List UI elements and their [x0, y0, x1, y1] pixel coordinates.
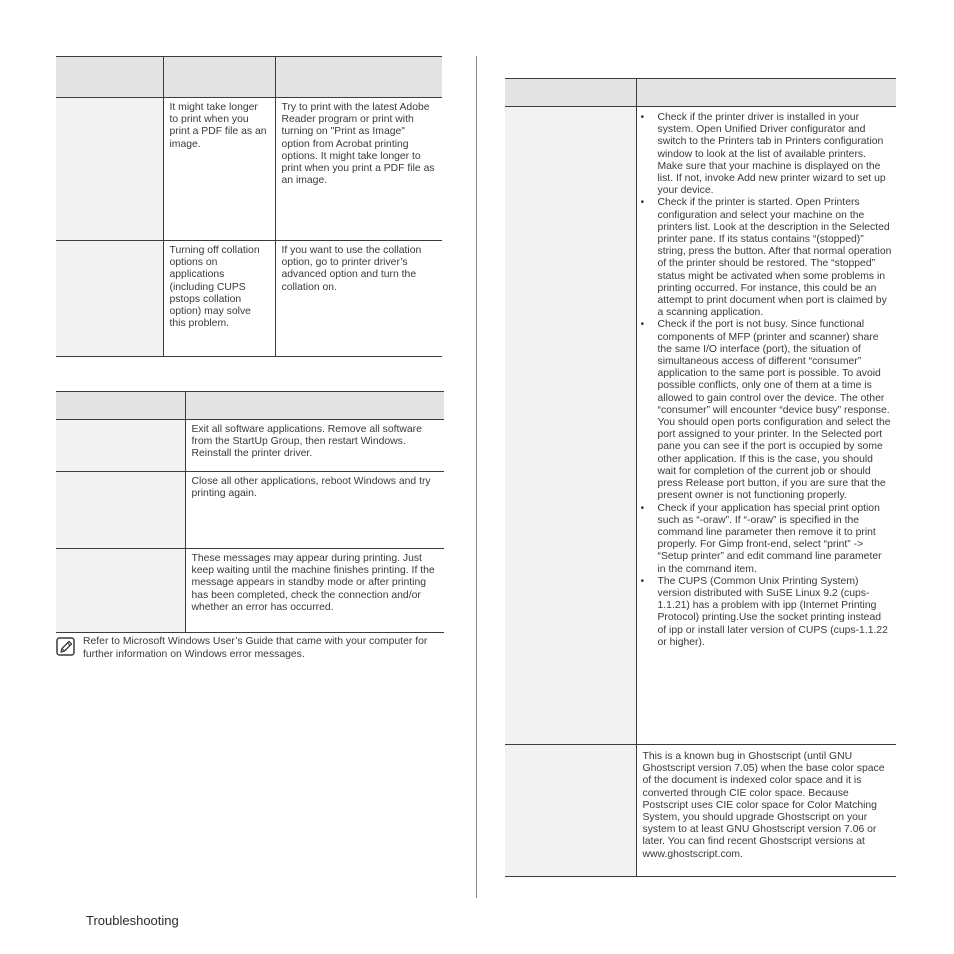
solution-text: These messages may appear during printing. Just keep waiting until the machine finishes printing. If the message appears in standby mode or after printing has been completed, check the connection and/or whether an error has occurred.	[191, 553, 435, 613]
bullet-icon: •	[640, 319, 645, 331]
footer-section-title: Troubleshooting	[86, 913, 179, 928]
table-row	[56, 549, 444, 633]
list-item	[637, 503, 893, 576]
bullet-text: The CUPS (Common Unix Printing System) version distributed with SuSE Linux 9.2 (cups-1.1.21) has a problem with ipp (Internet Printing Protocol) printing.Use the socket printing instead of ipp or install later version of CUPS (cups-1.1.22 or higher).	[657, 575, 888, 648]
cause-text: Turning off collation options on applications (including CUPS pstops collation option) may solve this problem.	[169, 245, 260, 330]
bullet-text: Check if the port is not busy. Since functional components of MFP (printer and scanner) share the same I/O interface (port), the situation of simultaneous access of different “consumer” application to the same port is possible. To avoid possible conflicts, only one of them at a time is allowed to gain control over the device. The other “consumer” will encounter “device busy” response. You should open ports configuration and select the port assigned to your printer. In the Selected port pane you can see if the port is occupied by some other application. If this is the case, you should wait for completion of the current job or should press Release port button, if you are sure that the present owner is not functioning properly.	[657, 319, 891, 502]
list-item	[637, 576, 893, 649]
condition-cell	[56, 472, 185, 549]
solution-bullet-list	[637, 107, 897, 649]
solution-text: If you want to use the collation option, go to printer driver’s advanced option and turn the collation on.	[281, 245, 422, 293]
bullet-icon: •	[640, 197, 645, 209]
bullet-icon: •	[640, 575, 645, 587]
linux-problems-table	[505, 78, 896, 877]
header-cell	[275, 57, 442, 98]
table-row	[56, 420, 444, 472]
condition-cell	[56, 420, 185, 472]
note-pencil-icon	[56, 637, 76, 657]
bullet-icon: •	[640, 112, 645, 123]
cause-text: It might take longer to print when you print a PDF file as an image.	[169, 102, 267, 150]
header-cell	[185, 392, 444, 420]
condition-cell	[505, 745, 636, 877]
table-header-row	[56, 57, 442, 98]
header-cell	[56, 392, 185, 420]
table-header-row	[505, 79, 896, 107]
header-cell	[636, 79, 896, 107]
table-header-row	[56, 392, 444, 420]
windows-problems-table	[56, 391, 444, 633]
bullet-text: Check if the printer is started. Open Printers configuration and select your machine on the printers list. Look at the description in the Selected printer pane. If its status contains “(stopped)” string, press the button. After that normal operation of the printer should be restored. The “stopped” status might be activated when some problems in printing occurred. For instance, this could be an attempt to print document when port is claimed by a scanning application.	[657, 197, 892, 319]
bullet-icon: •	[640, 502, 645, 514]
solution-cell	[185, 420, 444, 472]
solution-text: Exit all software applications. Remove all software from the StartUp Group, then restart Windows. Reinstall the printer driver.	[191, 424, 422, 460]
solution-text: This is a known bug in Ghostscript (until GNU Ghostscript version 7.05) when the base color space of the document is indexed color space and it is converted through CIE color space. Because Postscript uses CIE color space for Color Matching System, you should upgrade Ghostscript on your system to at least GNU Ghostscript version 7.06 or later. You can find recent Ghostscript versions at www.ghostscript.com.	[642, 751, 885, 860]
table-row	[505, 107, 896, 745]
header-cell	[505, 79, 636, 107]
solution-cell	[636, 107, 896, 745]
solution-cell	[636, 745, 896, 877]
solution-cell	[275, 98, 442, 241]
solution-text: Close all other applications, reboot Windows and try printing again.	[191, 476, 431, 500]
condition-cell	[56, 98, 163, 241]
pdf-printing-table	[56, 56, 442, 357]
cause-cell	[163, 98, 275, 241]
cause-cell	[163, 241, 275, 357]
bullet-text: Check if the printer driver is installed in your system. Open Unified Driver configurator and switch to the Printers tab in Printers configuration window to look at the list of available printers. Make sure that your machine is displayed on the list. If not, invoke Add new printer wizard to set up your device.	[657, 112, 886, 197]
list-item	[637, 319, 893, 502]
solution-cell	[275, 241, 442, 357]
table-row	[56, 98, 442, 241]
condition-cell	[56, 549, 185, 633]
list-item	[637, 197, 893, 319]
header-cell	[56, 57, 163, 98]
table-row	[505, 745, 896, 877]
table-row	[56, 241, 442, 357]
solution-text: Try to print with the latest Adobe Reader program or print with turning on "Print as Image" option from Acrobat printing options. It might take longer to print when you print a PDF file as an image.	[281, 102, 435, 187]
column-divider	[476, 56, 477, 898]
table-row	[56, 472, 444, 549]
header-cell	[163, 57, 275, 98]
bullet-text: Check if your application has special print option such as “-oraw”. If “-oraw” is specified in the command line parameter then remove it to print properly. For Gimp front-end, select “print” -> “Setup printer” and edit command line parameter in the command item.	[657, 502, 882, 575]
condition-cell	[505, 107, 636, 745]
solution-cell	[185, 472, 444, 549]
list-item	[637, 112, 893, 197]
note-text: Refer to Microsoft Windows User’s Guide that came with your computer for further information on Windows error messages.	[83, 636, 428, 660]
condition-cell	[56, 241, 163, 357]
solution-cell	[185, 549, 444, 633]
